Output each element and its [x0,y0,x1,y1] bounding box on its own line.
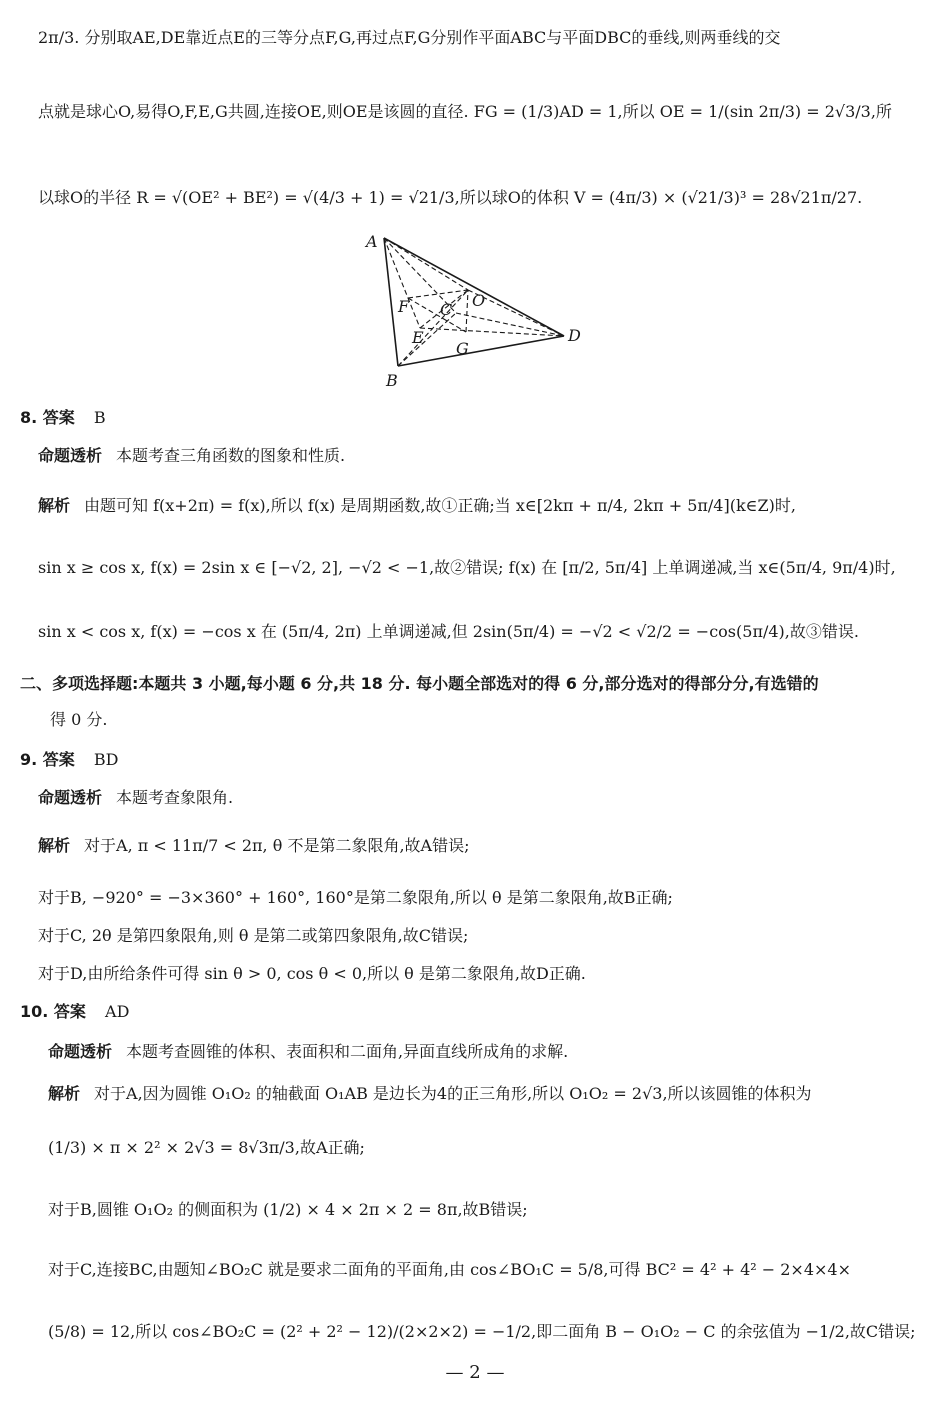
edge-BC [398,313,456,366]
edge-ED [420,328,564,336]
edge-AB [384,238,398,366]
label-F: F [398,297,410,316]
q8-number: 8. 答案 [20,408,75,427]
q9-solution-line-3: 对于C, 2θ 是第四象限角,则 θ 是第二或第四象限角,故C错误; [38,926,469,945]
seg-FG [408,298,466,332]
q10-analysis-label: 命题透析 [48,1042,113,1061]
q10-solution-line-5: (5/8) = 12,所以 cos∠BO₂C = (2² + 2² − 12)/(2×2×2) = −1/2,即二面角 B − O₁O₂ − C 的余弦值为 −1/2,故C错误; [48,1322,916,1341]
label-O: O [472,291,486,310]
q9-answer: BD [93,750,119,769]
section2-heading-cont: 得 0 分. [50,710,108,729]
q9-analysis-line [38,786,233,810]
q8-solution-line-1 [38,494,796,518]
tetrahedron-diagram [360,228,600,393]
q10-analysis-line [48,1040,568,1064]
q10-s1: 对于A,因为圆锥 O₁O₂ 的轴截面 O₁AB 是边长为4的正三角形,所以 O₁O₂ = 2√3,所以该圆锥的体积为 [94,1084,812,1103]
q8-s1: 由题可知 f(x+2π) = f(x),所以 f(x) 是周期函数,故①正确;当 x∈[2kπ + π/4, 2kπ + 5π/4](k∈Z)时, [84,496,796,515]
q10-solution-line-3: 对于B,圆锥 O₁O₂ 的侧面积为 (1/2) × 4 × 2π × 2 = 8π,故B错误; [48,1200,528,1219]
q8-solution-line-2: sin x ≥ cos x, f(x) = 2sin x ∈ [−√2, 2], −√2 < −1,故②错误; f(x) 在 [π/2, 5π/4] 上单调递减,当 x∈(5π/4, 9π/4)时, [38,558,896,577]
seg-GO [466,290,468,332]
q10-solution-line-4: 对于C,连接BC,由题知∠BO₂C 就是要求二面角的平面角,由 cos∠BO₁C = 5/8,可得 BC² = 4² + 4² − 2×4×4× [48,1260,851,1279]
edge-AD [384,238,564,336]
q8-analysis-label: 命题透析 [38,446,103,465]
q10-analysis: 本题考查圆锥的体积、表面积和二面角,异面直线所成角的求解. [126,1042,569,1061]
section2-heading: 二、多项选择题:本题共 3 小题,每小题 6 分,共 18 分. 每小题全部选对的得 6 分,部分选对的得部分分,有选错的 [20,674,819,693]
q10-solution-line-1 [48,1082,812,1106]
label-G: G [456,339,469,358]
q9-solution-label: 解析 [38,836,71,855]
sol7-line-2: 点就是球心O,易得O,F,E,G共圆,连接OE,则OE是该圆的直径. FG = (1/3)AD = 1,所以 OE = 1/(sin 2π/3) = 2√3/3,所 [38,102,892,121]
q10-answer: AD [105,1002,130,1021]
q9-s1: 对于A, π < 11π/7 < 2π, θ 不是第二象限角,故A错误; [84,836,470,855]
q9-number: 9. 答案 [20,750,75,769]
q8-solution-label: 解析 [38,496,71,515]
q9-solution-line-1 [38,834,469,858]
sol7-line-3: 以球O的半径 R = √(OE² + BE²) = √(4/3 + 1) = √21/3,所以球O的体积 V = (4π/3) × (√21/3)³ = 28√21π/27. [38,188,863,207]
q9-analysis: 本题考查象限角. [116,788,234,807]
q8-answer: B [93,408,106,427]
q9-answer-line [20,748,118,772]
label-B: B [386,371,398,390]
q8-analysis: 本题考查三角函数的图象和性质. [116,446,346,465]
q10-answer-line [20,1000,129,1024]
label-A: A [366,232,378,251]
q9-solution-line-2: 对于B, −920° = −3×360° + 160°, 160°是第二象限角,所以 θ 是第二象限角,故B正确; [38,888,673,907]
label-C: C [440,300,453,319]
q8-analysis-line [38,444,345,468]
label-E: E [412,328,424,347]
sol7-line-1: 2π/3. 分别取AE,DE靠近点E的三等分点F,G,再过点F,G分别作平面ABC与平面DBC的垂线,则两垂线的交 [38,28,781,47]
q10-solution-line-2: (1/3) × π × 2² × 2√3 = 8√3π/3,故A正确; [48,1138,365,1157]
q8-solution-line-3: sin x < cos x, f(x) = −cos x 在 (5π/4, 2π) 上单调递减,但 2sin(5π/4) = −√2 < √2/2 = −cos(5π/4),故③错误. [38,622,859,641]
q9-analysis-label: 命题透析 [38,788,103,807]
q10-solution-label: 解析 [48,1084,81,1103]
q10-number: 10. 答案 [20,1002,86,1021]
q9-solution-line-4: 对于D,由所给条件可得 sin θ > 0, cos θ < 0,所以 θ 是第二象限角,故D正确. [38,964,586,983]
label-D: D [568,326,581,345]
q8-answer-line [20,406,106,430]
page-number: — 2 — [445,1362,505,1383]
